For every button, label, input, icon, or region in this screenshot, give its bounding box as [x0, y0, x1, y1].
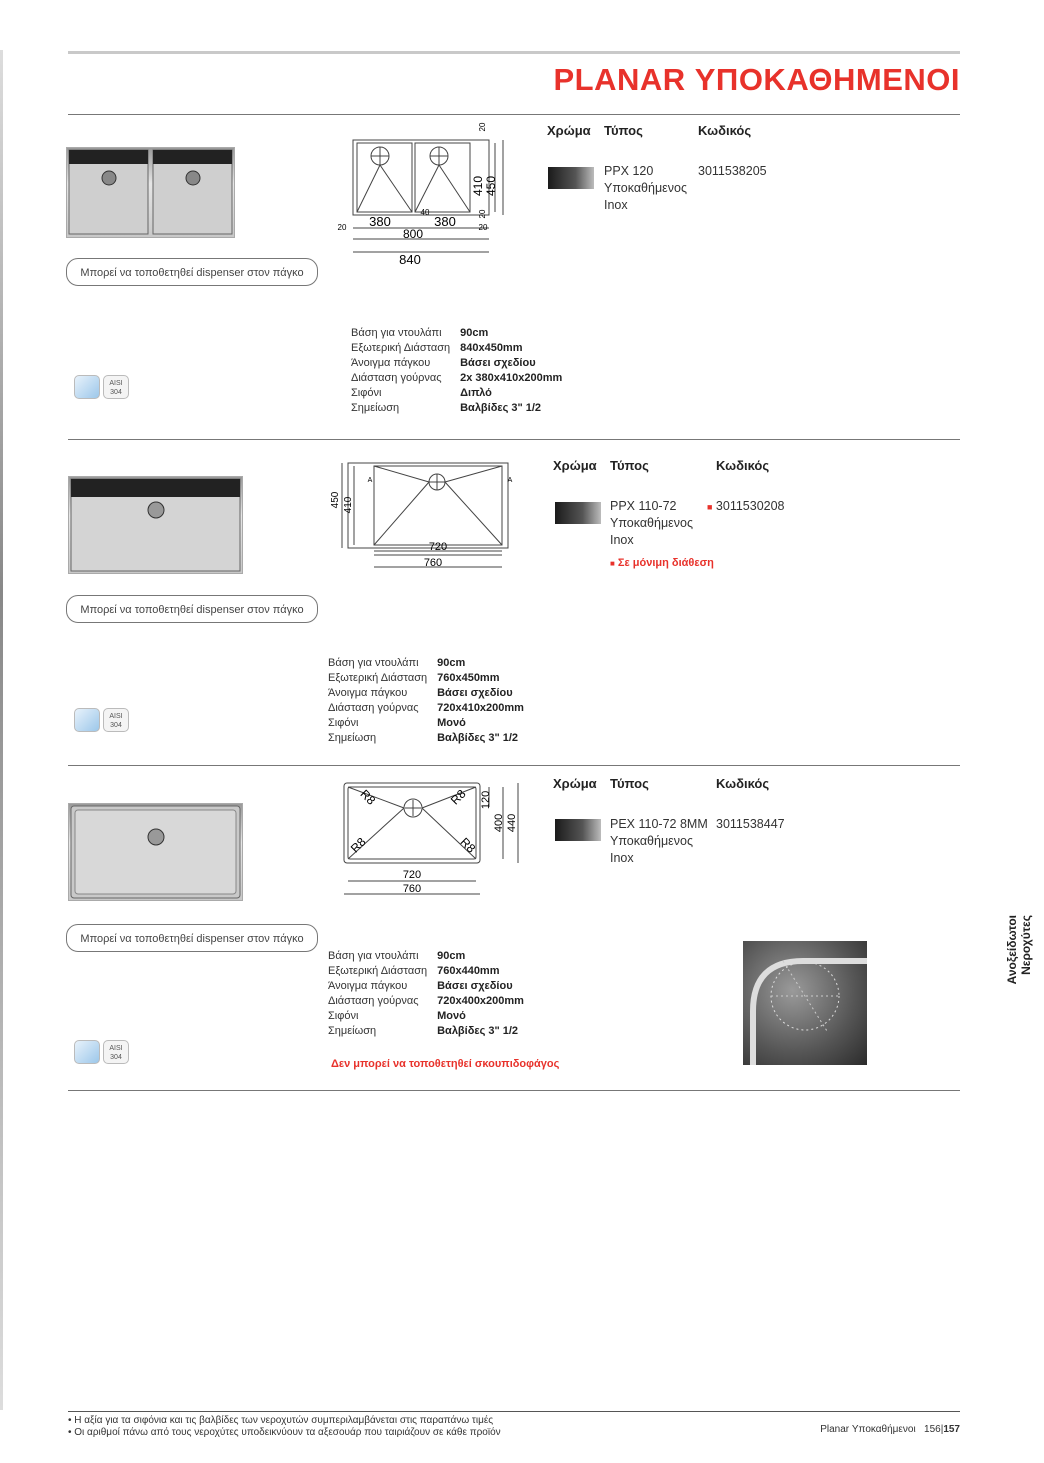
grade-label: 304 — [110, 722, 122, 729]
product-code: 3011530208 — [715, 499, 785, 513]
disposal-warning: Δεν μπορεί να τοποθετηθεί σκουπιδοφάγος — [331, 1058, 560, 1070]
material: Inox — [610, 533, 634, 547]
header-type: Τύπος — [610, 458, 649, 473]
spec-label: Διάσταση γούρνας — [351, 372, 442, 384]
header-code: Κωδικός — [716, 776, 770, 791]
model-name: PPX 110-72 — [610, 499, 677, 513]
spec-value: Βάσει σχεδίου — [437, 980, 513, 992]
dim-h-in: 400 — [493, 813, 505, 833]
footer-notes — [68, 1415, 501, 1439]
spec-value: Βάσει σχεδίου — [437, 687, 513, 699]
spec-table — [328, 656, 534, 746]
spec-value: 2x 380x410x200mm — [460, 372, 563, 384]
double-sink-illustration — [67, 148, 234, 237]
spec-label: Βάση για ντουλάπι — [328, 950, 419, 962]
divider — [68, 114, 960, 115]
spec-label: Άνοιγμα πάγκου — [351, 357, 431, 369]
inox-color-swatch — [555, 819, 601, 841]
dim-right: 20 — [478, 223, 488, 232]
dim-gap: 40 — [420, 208, 430, 217]
dim-outer: 760 — [423, 557, 443, 569]
top-rule — [68, 51, 960, 54]
section-sidebar-label — [1005, 915, 1033, 995]
aisi-label: AISI — [109, 380, 123, 387]
dispenser-note: Μπορεί να τοποθετηθεί dispenser στον πάγκο — [66, 595, 318, 623]
spec-value: 760x450mm — [437, 672, 500, 684]
sidebar-line-2: Νεροχύτες — [1019, 915, 1033, 975]
spec-label: Βάση για ντουλάπι — [351, 327, 442, 339]
availability-text: Σε μόνιμη διάθεση — [617, 557, 714, 569]
spec-label: Σημείωση — [328, 1025, 377, 1037]
spec-label: Σιφόνι — [351, 387, 382, 399]
dim-h-out: 440 — [506, 813, 518, 833]
availability-note — [610, 557, 714, 569]
cabinet-icon — [74, 375, 100, 399]
spec-value: Βαλβίδες 3" 1/2 — [437, 732, 519, 744]
spec-label: Σιφόνι — [328, 717, 359, 729]
spec-table — [328, 949, 534, 1039]
technical-drawing-ppx110 — [328, 455, 518, 571]
material: Inox — [610, 851, 634, 865]
product-code: 3011538447 — [716, 817, 785, 831]
cabinet-icon — [74, 708, 100, 732]
dim-top: 20 — [478, 122, 487, 132]
cabinet-icon — [74, 1040, 100, 1064]
divider — [68, 439, 960, 440]
header-code: Κωδικός — [716, 458, 770, 473]
mount-type: Υποκαθήμενος — [610, 834, 693, 848]
dim-inner: 720 — [428, 541, 448, 553]
spec-value: Μονό — [437, 717, 466, 729]
corner-detail-photo — [743, 941, 867, 1065]
dim-h-in: 410 — [343, 496, 354, 514]
section-mark: A — [507, 477, 513, 484]
divider — [68, 1090, 960, 1091]
page-number-left: 156 — [924, 1424, 941, 1435]
aisi-304-icon — [103, 1040, 129, 1064]
page-number-right: 157 — [943, 1424, 960, 1435]
dim-outer: 760 — [402, 883, 422, 895]
header-color: Χρώμα — [553, 776, 597, 791]
grade-label: 304 — [110, 1054, 122, 1061]
header-code: Κωδικός — [698, 123, 752, 138]
spec-label: Εξωτερική Διάσταση — [328, 672, 428, 684]
page-footer: Planar Υποκαθήμενοι 156|157 — [820, 1424, 960, 1435]
dispenser-note: Μπορεί να τοποθετηθεί dispenser στον πάγκο — [66, 924, 318, 952]
spec-value: 720x410x200mm — [437, 702, 524, 714]
aisi-label: AISI — [109, 1045, 123, 1052]
spec-label: Εξωτερική Διάσταση — [328, 965, 428, 977]
dim-w2: 380 — [434, 214, 456, 229]
radius-label: R8 — [347, 834, 369, 856]
dim-top: 120 — [480, 790, 492, 810]
divider — [68, 765, 960, 766]
product-code: 3011538205 — [698, 164, 767, 178]
header-type: Τύπος — [610, 776, 649, 791]
spec-value: Βαλβίδες 3" 1/2 — [460, 402, 542, 414]
dim-outer: 840 — [399, 252, 421, 267]
spec-value: Βάσει σχεδίου — [460, 357, 536, 369]
inox-color-swatch — [548, 167, 594, 189]
left-edge-bar — [0, 50, 3, 1410]
dim-w1: 380 — [369, 214, 391, 229]
dim-h-in: 410 — [471, 175, 485, 197]
model-name: PEX 110-72 8MM — [610, 817, 708, 831]
product-type — [610, 498, 693, 549]
single-sink-illustration — [69, 477, 242, 573]
header-color: Χρώμα — [547, 123, 591, 138]
footer-note: • Η αξία για τα σιφόνια και τις βαλβίδες των νεροχυτών συμπεριλαμβάνεται στις παραπάνω τιμές — [68, 1415, 494, 1426]
header-color: Χρώμα — [553, 458, 597, 473]
spec-table — [351, 326, 572, 416]
spec-label: Διάσταση γούρνας — [328, 702, 419, 714]
radius-label: R8 — [357, 786, 379, 808]
product-photo-pex110 — [68, 803, 243, 901]
spec-label: Διάσταση γούρνας — [328, 995, 419, 1007]
grade-label: 304 — [110, 389, 122, 396]
footer-section-name: Planar Υποκαθήμενοι — [820, 1424, 916, 1435]
technical-drawing-ppx120 — [335, 118, 505, 273]
product-type — [610, 816, 708, 867]
spec-label: Άνοιγμα πάγκου — [328, 687, 408, 699]
spec-value: 840x450mm — [460, 342, 523, 354]
aisi-304-icon — [103, 375, 129, 399]
spec-label: Βάση για ντουλάπι — [328, 657, 419, 669]
spec-label: Σημείωση — [351, 402, 400, 414]
section-mark: A — [367, 477, 373, 484]
mount-type: Υποκαθήμενος — [610, 516, 693, 530]
dispenser-note: Μπορεί να τοποθετηθεί dispenser στον πάγκο — [66, 258, 318, 286]
dim-h-out: 450 — [330, 491, 341, 509]
material: Inox — [604, 198, 628, 212]
product-photo-ppx110 — [68, 476, 243, 574]
feature-icons — [74, 1040, 129, 1064]
dim-inner: 720 — [402, 869, 422, 881]
spec-value: Διπλό — [460, 387, 492, 399]
model-name: PPX 120 — [604, 164, 654, 178]
footer-rule — [68, 1411, 960, 1412]
spec-value: 720x400x200mm — [437, 995, 524, 1007]
header-type: Τύπος — [604, 123, 643, 138]
feature-icons — [74, 708, 129, 732]
dim-h-out: 450 — [484, 175, 498, 197]
spec-label: Εξωτερική Διάσταση — [351, 342, 451, 354]
aisi-label: AISI — [109, 713, 123, 720]
dim-bottom: 20 — [478, 209, 487, 219]
aisi-304-icon — [103, 708, 129, 732]
product-photo-ppx120 — [66, 147, 235, 238]
radius-label: R8 — [457, 834, 479, 856]
dim-inner: 800 — [402, 227, 424, 241]
spec-label: Σημείωση — [328, 732, 377, 744]
spec-label: Σιφόνι — [328, 1010, 359, 1022]
dim-left: 20 — [337, 223, 347, 232]
single-sink-illustration — [69, 804, 242, 900]
footer-note: • Οι αριθμοί πάνω από τους νεροχύτες υποδεικνύουν τα αξεσουάρ που ταιριάζουν σε κάθε προϊόν — [68, 1427, 501, 1438]
spec-value: Βαλβίδες 3" 1/2 — [437, 1025, 519, 1037]
feature-icons — [74, 375, 129, 399]
spec-label: Άνοιγμα πάγκου — [328, 980, 408, 992]
radius-label: R8 — [447, 786, 469, 808]
page-title: PLANAR ΥΠΟΚΑΘΗΜΕΝΟΙ — [553, 62, 960, 97]
spec-value: 760x440mm — [437, 965, 500, 977]
spec-value: 90cm — [437, 950, 466, 962]
spec-value: 90cm — [437, 657, 466, 669]
product-code-row — [707, 498, 785, 516]
sidebar-line-1: Ανοξείδωτοι — [1005, 915, 1019, 985]
spec-value: Μονό — [437, 1010, 466, 1022]
mount-type: Υποκαθήμενος — [604, 181, 687, 195]
inox-color-swatch — [555, 502, 601, 524]
availability-bullet: ■ — [610, 559, 615, 568]
spec-value: 90cm — [460, 327, 489, 339]
product-type — [604, 163, 687, 214]
availability-bullet: ■ — [707, 502, 713, 512]
technical-drawing-pex110 — [335, 778, 525, 898]
radius-corner-illustration — [743, 941, 867, 1065]
